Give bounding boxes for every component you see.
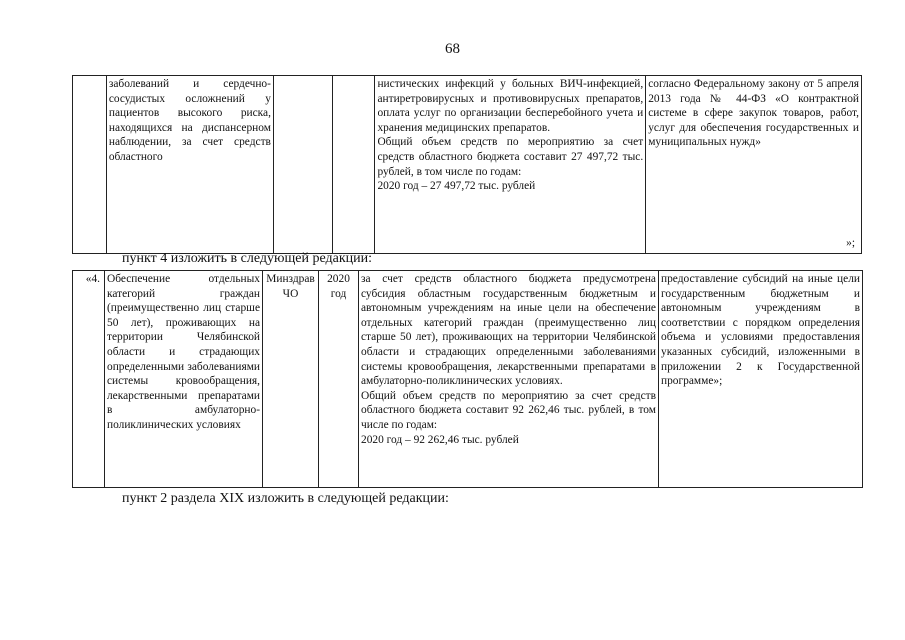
cell-executor bbox=[263, 271, 319, 488]
closing-quote: »; bbox=[846, 237, 855, 250]
cell-period bbox=[319, 271, 359, 488]
table-new-edition bbox=[72, 270, 863, 488]
measure-year: 2020 год – 27 497,72 тыс. рублей bbox=[377, 180, 536, 193]
instruction-point-4: пункт 4 изложить в следующей редакции: bbox=[122, 251, 372, 266]
period-text: 2020 год bbox=[327, 273, 350, 300]
measure-text: нистических инфекций у больных ВИЧ-инфекцией, антиретровирусных и противовирусных препаратов, оплата услуг по организации бесперебойного учета и хранения медицинских препаратов. bbox=[377, 78, 644, 134]
table-continuation bbox=[72, 75, 862, 254]
cell-measure bbox=[375, 76, 646, 254]
cell-event-name bbox=[106, 76, 273, 254]
cell-basis bbox=[659, 271, 863, 488]
event-name-text: Обеспечение отдельных категорий граждан (преимущественно лиц старше 50 лет), проживающих на территории Челябинской области и страдающих определенными заболеваниями системы кровообращения, лекарственными препаратами в амбулаторно-поликлинических условиях bbox=[107, 273, 260, 431]
measure-total: Общий объем средств по мероприятию за счет средств областного бюджета составит 27 497,72 тыс. рублей, в том числе по годам: bbox=[377, 136, 644, 178]
table-row bbox=[73, 271, 863, 488]
measure-text: за счет средств областного бюджета предусмотрена субсидия областным государственным бюджетным и автономным учреждениям на иные цели на обеспечение отдельных категорий граждан (преимущественно лиц старше 50 лет), проживающих на территории Челябинской области и страдающих определенными заболеваниями системы кровообращения, лекарственными препаратами в амбулаторно-поликлинических условиях. bbox=[361, 273, 656, 388]
page-number: 68 bbox=[445, 41, 460, 57]
cell-basis bbox=[646, 76, 862, 254]
item-number: «4. bbox=[85, 273, 100, 285]
measure-total: Общий объем средств по мероприятию за счет средств областного бюджета составит 92 262,46 тыс. рублей, в том числе по годам: bbox=[361, 389, 656, 431]
cell-period bbox=[333, 76, 375, 254]
basis-text: согласно Федеральному закону от 5 апреля 2013 года № 44-ФЗ «О контрактной системе в сфере закупок товаров, работ, услуг для обеспечения государственных и муниципальных нужд» bbox=[648, 78, 859, 149]
event-name-text: заболеваний и сердечно-сосудистых осложнений у пациентов высокого риска, находящихся на диспансерном наблюдении, за счет средств областного bbox=[108, 78, 271, 163]
table-row bbox=[73, 76, 862, 254]
measure-year: 2020 год – 92 262,46 тыс. рублей bbox=[361, 433, 519, 446]
cell-event-name bbox=[105, 271, 263, 488]
cell-measure bbox=[359, 271, 659, 488]
executor-text: Минздрав ЧО bbox=[266, 273, 315, 300]
cell-num bbox=[73, 271, 105, 488]
cell-num bbox=[73, 76, 107, 254]
instruction-section-19: пункт 2 раздела XIX изложить в следующей редакции: bbox=[122, 491, 449, 506]
basis-text: предоставление субсидий на иные цели государственным бюджетным и автономным учреждениям в соответствии с порядком определения объема и условиями предоставления указанных субсидий, изложенными в приложении 2 к Государственной программе»; bbox=[661, 273, 860, 388]
cell-executor bbox=[273, 76, 332, 254]
